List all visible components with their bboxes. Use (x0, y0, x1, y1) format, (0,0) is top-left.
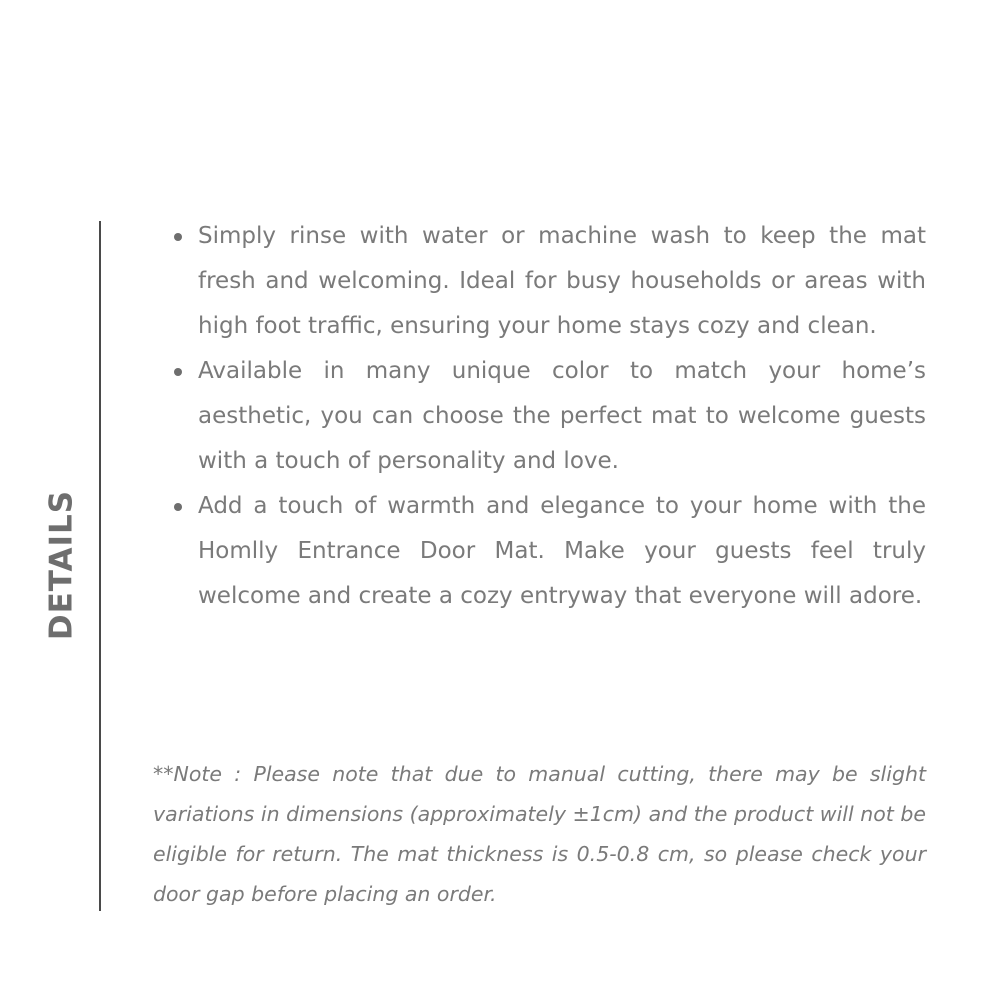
bullet-item-warmth: Add a touch of warmth and elegance to your home with the Homlly Entrance Door Mat. Make your guests feel truly welcome and create a cozy entryway that everyone will adore. (198, 484, 926, 619)
bullet-item-colors: Available in many unique color to match your home’s aesthetic, you can choose the perfect mat to welcome guests with a touch of personality and love. (198, 349, 926, 484)
disclaimer-note: **Note : Please note that due to manual cutting, there may be slight variations in dimensions (approximately ±1cm) and the product will not be eligible for return. The mat thickness is 0.5-0.8 cm, so please check your door gap before placing an order. (153, 762, 926, 906)
vertical-divider (99, 221, 101, 911)
bullet-item-washable: Simply rinse with water or machine wash to keep the mat fresh and welcoming. Ideal for busy households or areas with high foot traffic, ensuring your home stays cozy and clean. (198, 214, 926, 349)
details-bullet-list (198, 214, 926, 619)
details-heading: DETAILS (43, 489, 80, 641)
